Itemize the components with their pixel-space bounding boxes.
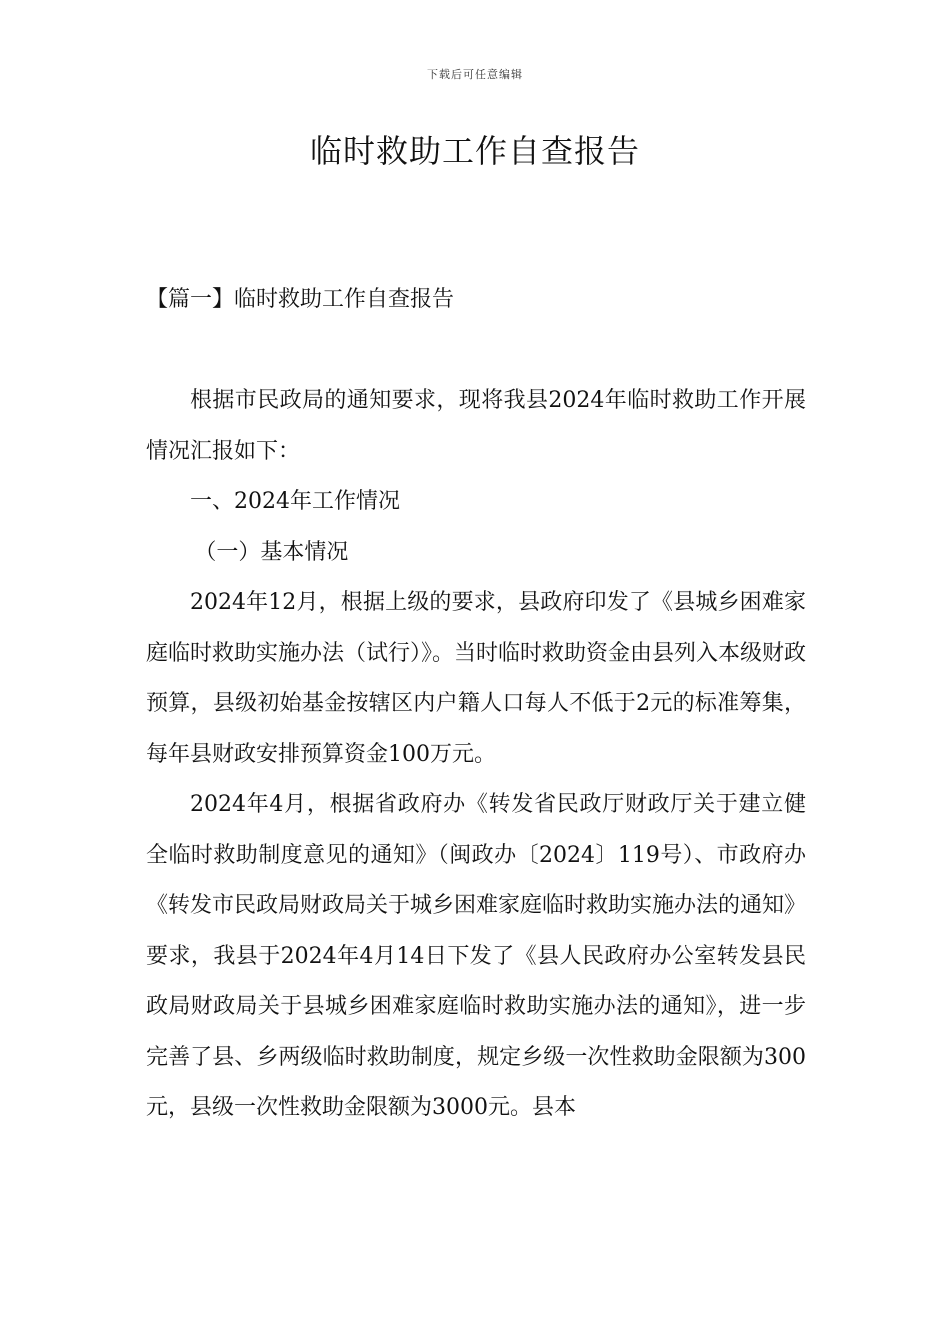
heading-work-situation: 一、2024年工作情况 <box>190 489 400 514</box>
document-body <box>146 376 806 1134</box>
body-paragraph: 2024年4月，根据省政府办《转发省民政厅财政厅关于建立健全临时救助制度意见的通知》（闽政办〔2024〕119号）、市政府办《转发市民政局财政局关于城乡困难家庭临时救助实施办法的通知》要求，我县于2024年4月14日下发了《县人民政府办公室转发县民政局财政局关于县城乡困难家庭临时救助实施办法的通知》，进一步完善了县、乡两级临时救助制度，规定乡级一次性救助金限额为300元，县级一次性救助金限额为3000元。县本 <box>146 792 807 1120</box>
page-header-note: 下载后可任意编辑 <box>427 68 523 81</box>
heading-basic-situation: （一）基本情况 <box>194 539 349 565</box>
intro-paragraph: 根据市民政局的通知要求，现将我县2024年临时救助工作开展情况汇报如下： <box>146 388 806 464</box>
section-title: 【篇一】临时救助工作自查报告 <box>146 287 455 312</box>
body-paragraph: 2024年12月，根据上级的要求，县政府印发了《县城乡困难家庭临时救助实施办法（试行）》。当时临时救助资金由县列入本级财政预算，县级初始基金按辖区内户籍人口每人不低于2元的标准筹集，每年县财政安排预算资金100万元。 <box>146 590 807 767</box>
document-title: 临时救助工作自查报告 <box>309 132 640 170</box>
